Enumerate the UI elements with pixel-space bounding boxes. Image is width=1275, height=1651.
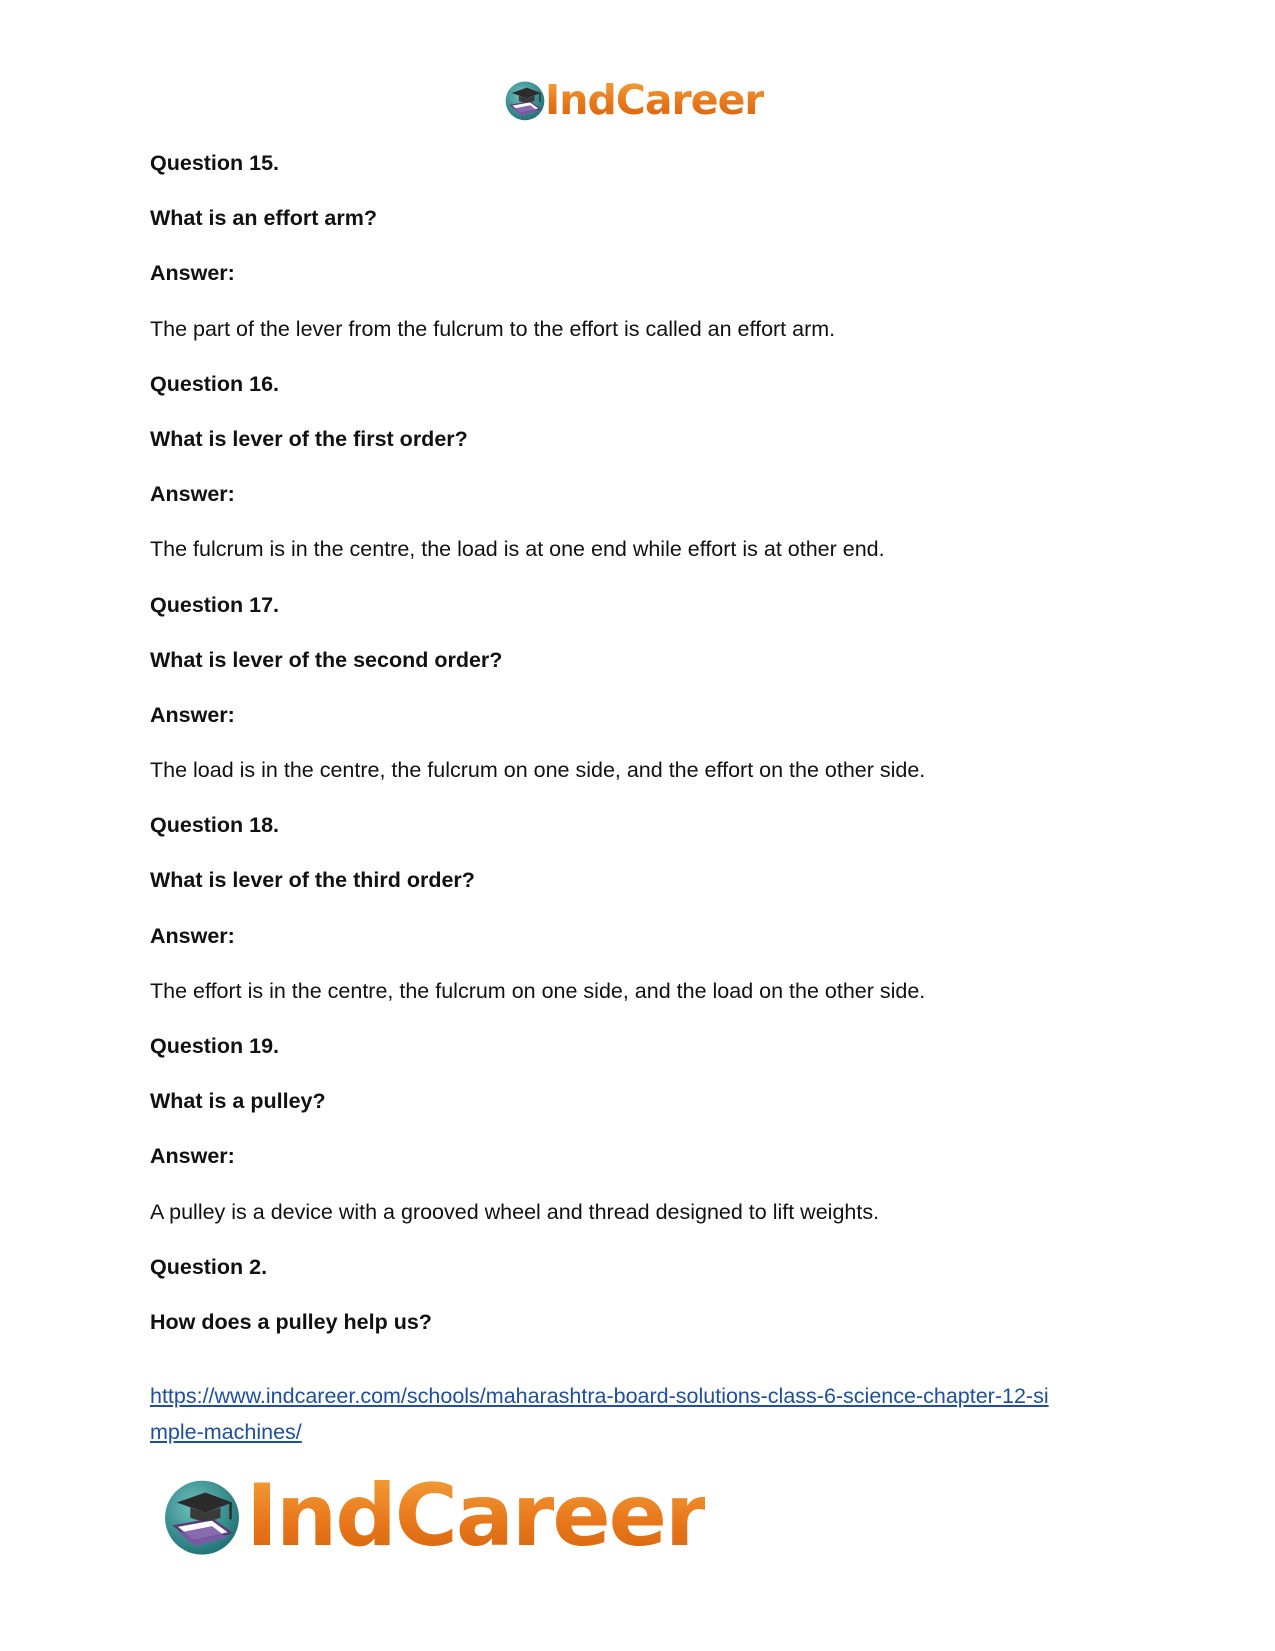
question-number: Question 18. xyxy=(150,813,280,838)
question-text: How does a pulley help us? xyxy=(150,1309,432,1334)
footer-logo-text: IndCareer xyxy=(246,1466,706,1566)
question-number: Question 15. xyxy=(150,151,280,175)
graduation-cap-book-globe-icon xyxy=(160,1474,244,1558)
answer-text: The effort is in the centre, the fulcrum on one side, and the load on the other side. xyxy=(150,978,926,1003)
header-logo-text: IndCareer xyxy=(545,76,764,124)
question-text: What is an effort arm? xyxy=(150,206,377,231)
question-text: What is lever of the second order? xyxy=(150,647,503,672)
question-text: What is a pulley? xyxy=(150,1089,326,1114)
answer-label: Answer: xyxy=(150,1144,235,1169)
answer-label: Answer: xyxy=(150,261,235,286)
question-number: Question 2. xyxy=(150,1254,268,1279)
question-text: What is lever of the first order? xyxy=(150,426,468,451)
source-link-block xyxy=(150,1378,1150,1450)
answer-text: The fulcrum is in the centre, the load is at one end while effort is at other end. xyxy=(150,537,885,562)
question-number: Question 19. xyxy=(150,1034,280,1058)
footer-logo xyxy=(160,1468,705,1564)
source-link[interactable] xyxy=(150,1384,1049,1444)
graduation-cap-book-globe-icon xyxy=(503,78,547,122)
answer-text: The load is in the centre, the fulcrum on one side, and the effort on the other side. xyxy=(150,758,926,783)
answer-label: Answer: xyxy=(150,702,235,727)
answer-label: Answer: xyxy=(150,923,235,948)
header-logo xyxy=(503,78,764,122)
source-link-line1: https://www.indcareer.com/schools/maharashtra-board-solutions-class-6-science-chapter-12-si xyxy=(150,1384,1049,1408)
answer-text: A pulley is a device with a grooved wheel and thread designed to lift weights. xyxy=(150,1199,880,1224)
qa-content xyxy=(150,146,1150,1360)
answer-label: Answer: xyxy=(150,482,235,507)
question-text: What is lever of the third order? xyxy=(150,868,475,893)
question-number: Question 17. xyxy=(150,592,280,617)
question-number: Question 16. xyxy=(150,371,280,396)
answer-text: The part of the lever from the fulcrum to the effort is called an effort arm. xyxy=(150,316,836,341)
source-link-line2: mple-machines/ xyxy=(150,1420,302,1444)
